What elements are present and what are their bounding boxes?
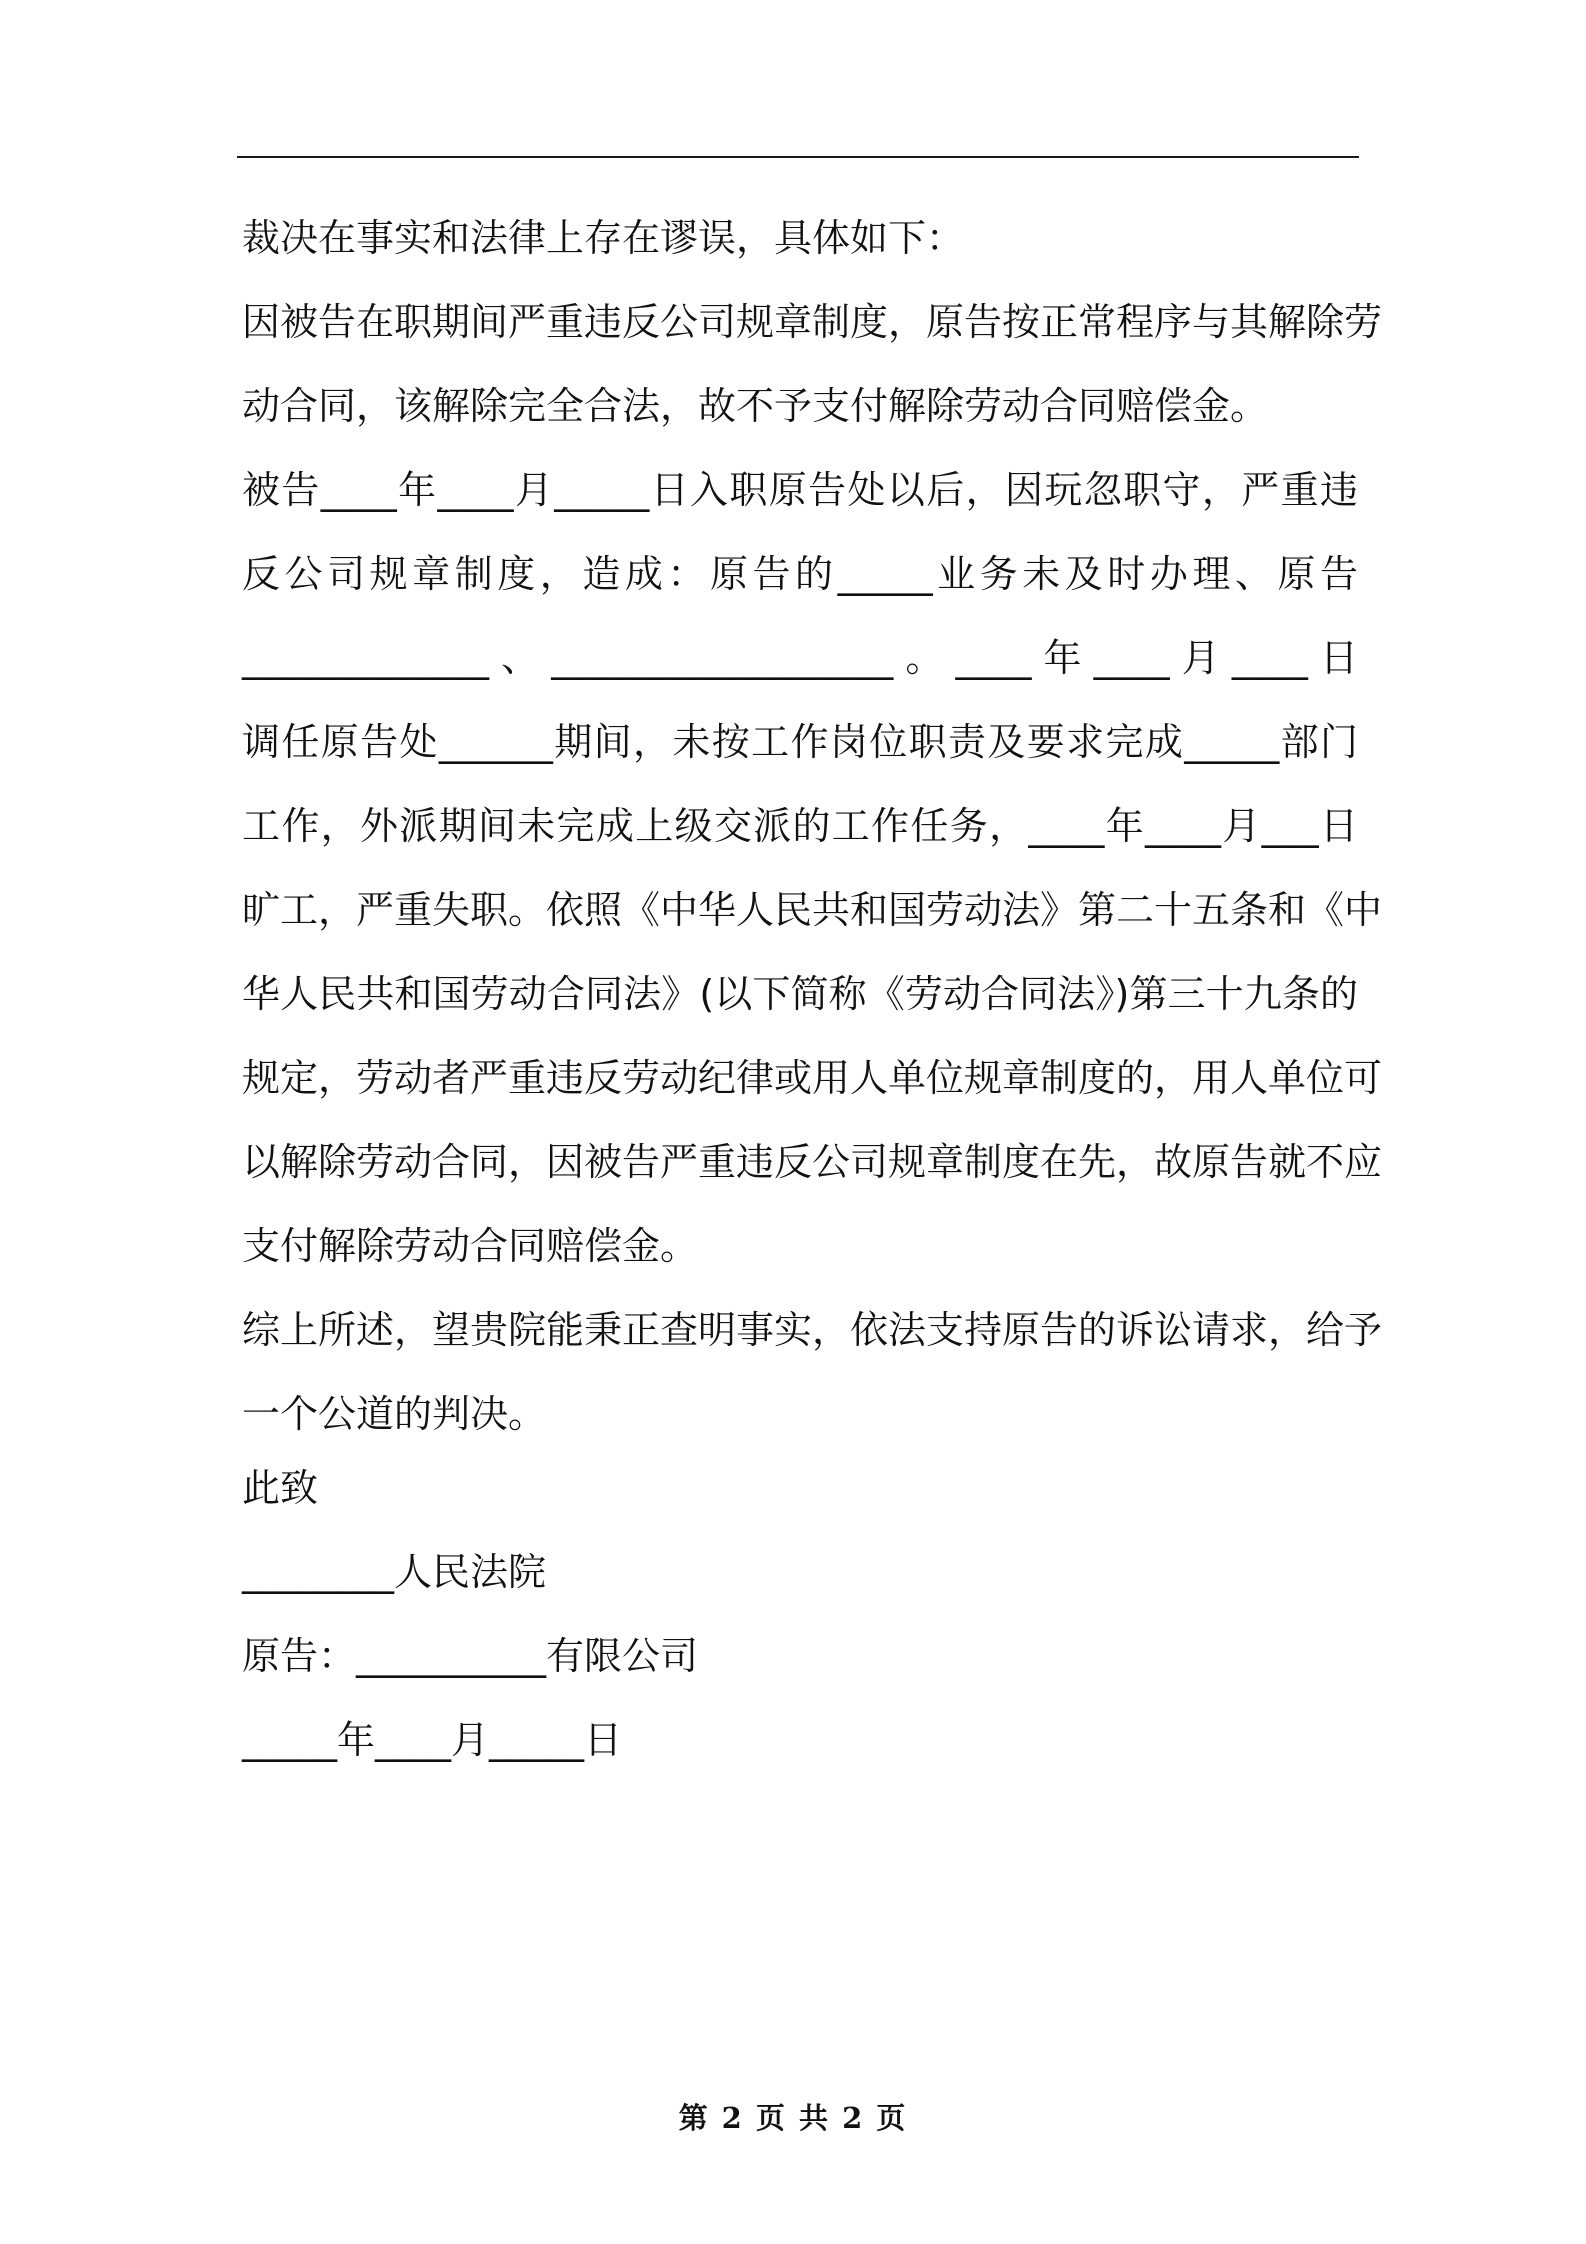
- page-number: 第 2 页 共 2 页: [678, 2101, 908, 2135]
- paragraph-line: 以解除劳动合同，因被告严重违反公司规章制度在先，故原告就不应: [242, 1140, 1383, 1184]
- paragraph-facts: [242, 448, 1383, 1288]
- paragraph-line: 被告____年____月_____日入职原告处以后，因玩忽职守，严重违: [242, 468, 1358, 512]
- signature-date: _____年____月_____日: [242, 1718, 623, 1762]
- paragraph-line: 调任原告处______期间，未按工作岗位职责及要求完成_____部门: [242, 720, 1358, 764]
- paragraph-line: 华人民共和国劳动合同法》(以下简称《劳动合同法》)第三十九条的: [242, 972, 1358, 1016]
- paragraph-line: 动合同，该解除完全合法，故不予支付解除劳动合同赔偿金。: [242, 384, 1269, 428]
- paragraph-intro: [242, 196, 1358, 280]
- paragraph-line: 反公司规章制度，造成：原告的_____业务未及时办理、原告: [242, 552, 1358, 596]
- paragraph-line: 旷工，严重失职。依照《中华人民共和国劳动法》第二十五条和《中: [242, 888, 1383, 932]
- paragraph-line: 因被告在职期间严重违反公司规章制度，原告按正常程序与其解除劳: [242, 300, 1383, 344]
- paragraph-line: 一个公道的判决。: [242, 1392, 547, 1436]
- paragraph-line: 综上所述，望贵院能秉正查明事实，依法支持原告的诉讼请求，给予: [242, 1308, 1383, 1352]
- paragraph-line: 支付解除劳动合同赔偿金。: [242, 1224, 699, 1268]
- paragraph-reason: [242, 280, 1383, 448]
- paragraph-line: 工作，外派期间未完成上级交派的工作任务，____年____月___日: [242, 804, 1358, 848]
- salutation: 此致: [242, 1466, 319, 1510]
- closing-block: [242, 1446, 1358, 1782]
- court-name: ________人民法院: [242, 1550, 547, 1594]
- plaintiff-signature: 原告：__________有限公司: [242, 1634, 699, 1678]
- paragraph-line: _____________、__________________。____年____月____日: [242, 636, 1358, 680]
- paragraph-line: 裁决在事实和法律上存在谬误，具体如下：: [242, 216, 965, 260]
- paragraph-line: 规定，劳动者严重违反劳动纪律或用人单位规章制度的，用人单位可: [242, 1056, 1383, 1100]
- document-body: [242, 196, 1383, 1456]
- header-rule: [237, 156, 1359, 158]
- paragraph-conclusion: [242, 1288, 1383, 1456]
